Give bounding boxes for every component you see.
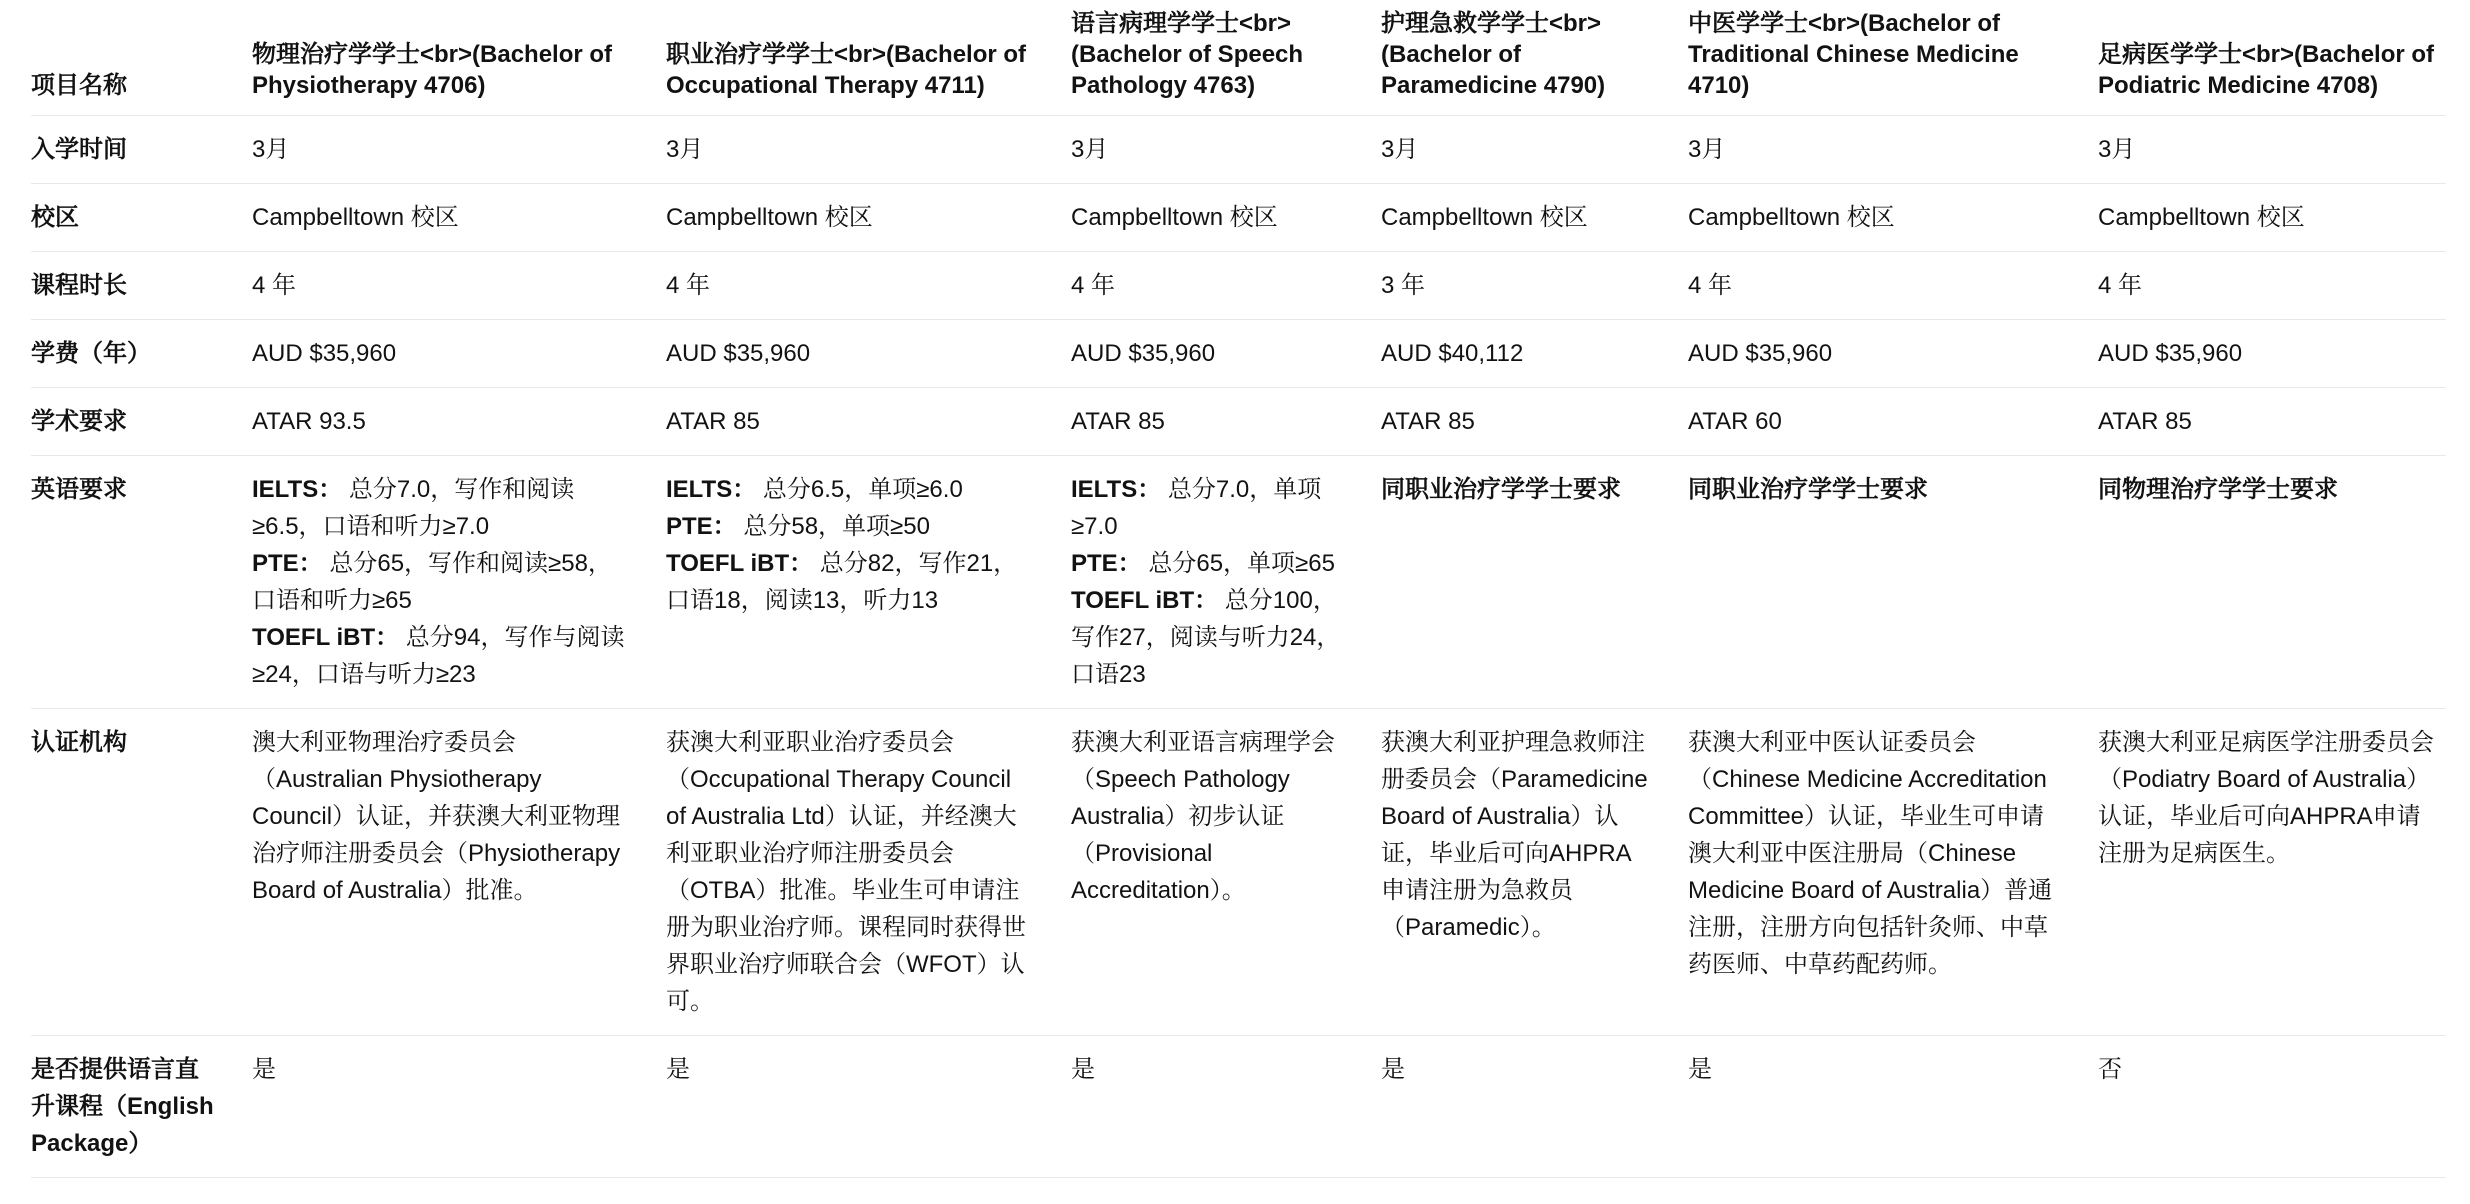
requirement-line (1071, 471, 1345, 545)
cell-academic-5: ATAR 85 (2098, 388, 2446, 456)
cell-accreditation-2: 获澳大利亚语言病理学会（Speech Pathology Australia）初步认证（Provisional Accreditation）。 (1071, 709, 1381, 1036)
requirement-line (252, 545, 630, 619)
cell-academic-2: ATAR 85 (1071, 388, 1381, 456)
cell-english-5 (2098, 456, 2446, 709)
row-tuition (31, 320, 2446, 388)
cell-tuition-2: AUD $35,960 (1071, 320, 1381, 388)
cell-package-3: 是 (1381, 1036, 1688, 1178)
row-duration (31, 252, 2446, 320)
row-english (31, 456, 2446, 709)
test-name-label: TOEFL iBT： (1071, 587, 1219, 614)
cell-package-2: 是 (1071, 1036, 1381, 1178)
cell-duration-0: 4 年 (252, 252, 666, 320)
row-label-campus: 校区 (31, 184, 252, 252)
column-header-5: 足病医学学士<br>(Bachelor of Podiatric Medicine 4708) (2098, 0, 2446, 116)
cell-package-1: 是 (666, 1036, 1071, 1178)
row-label-accreditation: 认证机构 (31, 709, 252, 1036)
row-label-english: 英语要求 (31, 456, 252, 709)
cell-package-0: 是 (252, 1036, 666, 1178)
cell-campus-1: Campbelltown 校区 (666, 184, 1071, 252)
cell-campus-4: Campbelltown 校区 (1688, 184, 2098, 252)
column-header-0: 物理治疗学学士<br>(Bachelor of Physiotherapy 4706) (252, 0, 666, 116)
cell-accreditation-5: 获澳大利亚足病医学注册委员会（Podiatry Board of Australia）认证，毕业后可向AHPRA申请注册为足病医生。 (2098, 709, 2446, 1036)
row-label-academic: 学术要求 (31, 388, 252, 456)
test-name-label: TOEFL iBT： (252, 624, 400, 651)
test-requirement-text: 总分82，写作21，口语18，阅读13，听力13 (666, 550, 1018, 614)
cell-english-0 (252, 456, 666, 709)
cell-tuition-5: AUD $35,960 (2098, 320, 2446, 388)
test-name-label: PTE： (252, 550, 323, 577)
cell-duration-5: 4 年 (2098, 252, 2446, 320)
cell-english-2 (1071, 456, 1381, 709)
requirement-line (666, 545, 1035, 619)
row-accreditation (31, 709, 2446, 1036)
test-name-label: IELTS： (252, 476, 343, 503)
row-enrollment (31, 116, 2446, 184)
cell-tuition-1: AUD $35,960 (666, 320, 1071, 388)
requirement-line (1071, 545, 1345, 582)
cell-academic-4: ATAR 60 (1688, 388, 2098, 456)
program-table (31, 0, 2446, 1178)
cell-enrollment-0: 3月 (252, 116, 666, 184)
row-campus (31, 184, 2446, 252)
table-body (31, 116, 2446, 1178)
row-package (31, 1036, 2446, 1178)
cell-enrollment-1: 3月 (666, 116, 1071, 184)
header-row (31, 0, 2446, 116)
cell-campus-2: Campbelltown 校区 (1071, 184, 1381, 252)
cell-accreditation-3: 获澳大利亚护理急救师注册委员会（Paramedicine Board of Australia）认证，毕业后可向AHPRA申请注册为急救员（Paramedic）。 (1381, 709, 1688, 1036)
same-as-requirement-text: 同职业治疗学学士要求 (1688, 476, 1928, 503)
table-header (31, 0, 2446, 116)
column-header-1: 职业治疗学学士<br>(Bachelor of Occupational Therapy 4711) (666, 0, 1071, 116)
cell-tuition-0: AUD $35,960 (252, 320, 666, 388)
same-as-requirement-text: 同职业治疗学学士要求 (1381, 476, 1621, 503)
test-requirement-text: 总分94，写作与阅读≥24，口语与听力≥23 (252, 624, 625, 688)
row-label-enrollment: 入学时间 (31, 116, 252, 184)
row-label-tuition: 学费（年） (31, 320, 252, 388)
row-academic (31, 388, 2446, 456)
column-header-2: 语言病理学学士<br>(Bachelor of Speech Pathology 4763) (1071, 0, 1381, 116)
requirement-line (666, 471, 1035, 508)
row-label-package: 是否提供语言直升课程（English Package） (31, 1036, 252, 1178)
requirement-line (666, 508, 1035, 545)
cell-campus-3: Campbelltown 校区 (1381, 184, 1688, 252)
cell-duration-3: 3 年 (1381, 252, 1688, 320)
cell-english-4 (1688, 456, 2098, 709)
cell-enrollment-5: 3月 (2098, 116, 2446, 184)
cell-accreditation-0: 澳大利亚物理治疗委员会（Australian Physiotherapy Council）认证，并获澳大利亚物理治疗师注册委员会（Physiotherapy Board of Australia）批准。 (252, 709, 666, 1036)
cell-accreditation-4: 获澳大利亚中医认证委员会（Chinese Medicine Accreditation Committee）认证，毕业生可申请澳大利亚中医注册局（Chinese Medicine Board of Australia）普通注册，注册方向包括针灸师、中草药医师、中草药配药师。 (1688, 709, 2098, 1036)
test-name-label: IELTS： (1071, 476, 1162, 503)
cell-enrollment-2: 3月 (1071, 116, 1381, 184)
test-requirement-text: 总分100，写作27，阅读与听力24，口语23 (1071, 587, 1341, 688)
requirement-line (1071, 582, 1345, 693)
cell-academic-0: ATAR 93.5 (252, 388, 666, 456)
cell-campus-5: Campbelltown 校区 (2098, 184, 2446, 252)
column-header-4: 中医学学士<br>(Bachelor of Traditional Chinese Medicine 4710) (1688, 0, 2098, 116)
cell-english-1 (666, 456, 1071, 709)
cell-campus-0: Campbelltown 校区 (252, 184, 666, 252)
cell-package-4: 是 (1688, 1036, 2098, 1178)
test-requirement-text: 总分65，单项≥65 (1141, 550, 1335, 577)
cell-english-3 (1381, 456, 1688, 709)
row-label-duration: 课程时长 (31, 252, 252, 320)
column-header-3: 护理急救学学士<br>(Bachelor of Paramedicine 4790) (1381, 0, 1688, 116)
cell-package-5: 否 (2098, 1036, 2446, 1178)
requirement-line (252, 471, 630, 545)
test-name-label: PTE： (666, 513, 737, 540)
cell-tuition-4: AUD $35,960 (1688, 320, 2098, 388)
test-requirement-text: 总分7.0，单项≥7.0 (1071, 476, 1322, 540)
cell-duration-2: 4 年 (1071, 252, 1381, 320)
test-name-label: PTE： (1071, 550, 1142, 577)
test-name-label: IELTS： (666, 476, 757, 503)
cell-duration-1: 4 年 (666, 252, 1071, 320)
cell-accreditation-1: 获澳大利亚职业治疗委员会（Occupational Therapy Council of Australia Ltd）认证，并经澳大利亚职业治疗师注册委员会（OTBA）批准。毕业生可申请注册为职业治疗师。课程同时获得世界职业治疗师联合会（WFOT）认可。 (666, 709, 1071, 1036)
cell-enrollment-3: 3月 (1381, 116, 1688, 184)
corner-label: 项目名称 (31, 0, 252, 116)
cell-academic-3: ATAR 85 (1381, 388, 1688, 456)
test-requirement-text: 总分58，单项≥50 (736, 513, 930, 540)
test-requirement-text: 总分65，写作和阅读≥58，口语和听力≥65 (252, 550, 612, 614)
cell-enrollment-4: 3月 (1688, 116, 2098, 184)
test-requirement-text: 总分7.0，写作和阅读≥6.5，口语和听力≥7.0 (252, 476, 575, 540)
test-name-label: TOEFL iBT： (666, 550, 814, 577)
requirement-line (252, 619, 630, 693)
cell-academic-1: ATAR 85 (666, 388, 1071, 456)
test-requirement-text: 总分6.5，单项≥6.0 (756, 476, 963, 503)
same-as-requirement-text: 同物理治疗学学士要求 (2098, 476, 2338, 503)
cell-tuition-3: AUD $40,112 (1381, 320, 1688, 388)
cell-duration-4: 4 年 (1688, 252, 2098, 320)
